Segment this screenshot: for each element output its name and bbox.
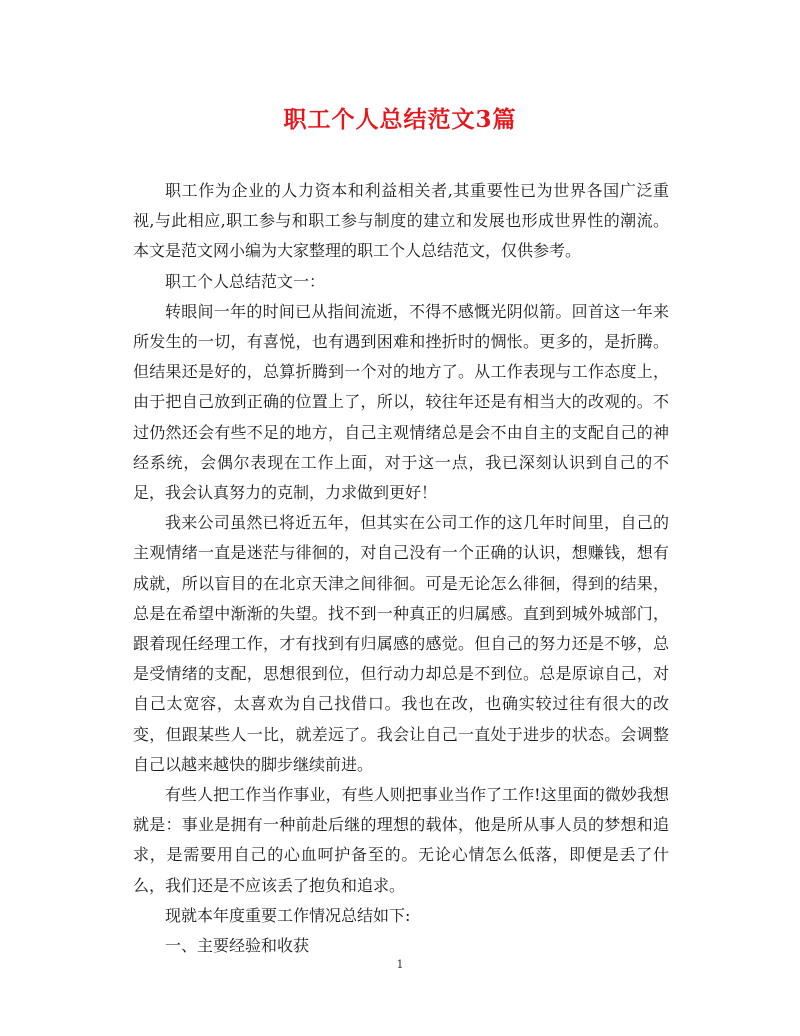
document-body xyxy=(133,176,669,961)
section-heading-sample-one: 职工个人总结范文一： xyxy=(165,271,326,291)
document-title: 职工个人总结范文3篇 xyxy=(283,106,517,133)
page-number: 1 xyxy=(396,958,404,971)
body-paragraph: 转眼间一年的时间已从指间流逝，不得不感慨光阴似箭。回首这一年来所发生的一切，有喜悦，也有遇到困难和挫折时的惆怅。更多的，是折腾。但结果还是好的，总算折腾到一个对的地方了。从工作表现与工作态度上，由于把自己放到正确的位置上了，所以，较往年还是有相当大的改观的。不过仍然还会有些不足的地方，自己主观情绪总是会不由自主的支配自己的神经系统，会偶尔表现在工作上面，对于这一点，我已深刻认识到自己的不足，我会认真努力的克制，力求做到更好！ xyxy=(133,301,669,503)
body-paragraph: 现就本年度重要工作情况总结如下: xyxy=(165,905,411,925)
intro-paragraph: 职工作为企业的人力资本和利益相关者,其重要性已为世界各国广泛重视,与此相应,职工参与和职工参与制度的建立和发展也形成世界性的潮流。本文是范文网小编为大家整理的职工个人总结范文，仅供参考。 xyxy=(133,181,669,261)
body-paragraph: 我来公司虽然已将近五年，但其实在公司工作的这几年时间里，自己的主观情绪一直是迷茫与徘徊的，对自己没有一个正确的认识，想赚钱，想有成就，所以盲目的在北京天津之间徘徊。可是无论怎么徘徊，得到的结果，总是在希望中渐渐的失望。找不到一种真正的归属感。直到到城外城部门，跟着现任经理工作，才有找到有归属感的感觉。但自己的努力还是不够，总是受情绪的支配，思想很到位，但行动力却总是不到位。总是原谅自己，对自己太宽容，太喜欢为自己找借口。我也在改，也确实较过往有很大的改变，但跟某些人一比，就差远了。我会让自己一直处于进步的状态。会调整自己以越来越快的脚步继续前进。 xyxy=(133,513,669,774)
body-paragraph: 有些人把工作当作事业，有些人则把事业当作了工作!这里面的微妙我想就是：事业是拥有一种前赴后继的理想的载体，他是所从事人员的梦想和追求，是需要用自己的心血呵护备至的。无论心情怎么低落，即便是丢了什么，我们还是不应该丢了抱负和追求。 xyxy=(133,785,669,895)
section-heading: 一、主要经验和收获 xyxy=(165,936,310,956)
